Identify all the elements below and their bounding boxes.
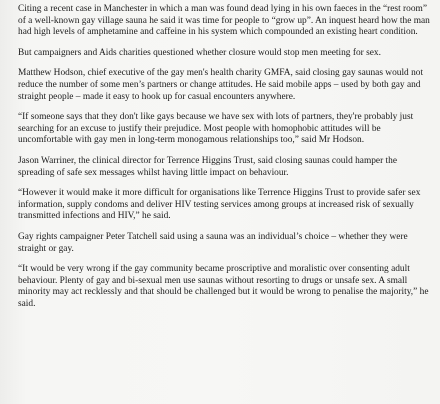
paragraph-warriner: Jason Warriner, the clinical director for Terrence Higgins Trust, said closing saunas could hamper the spreading of safe sex messages whilst having little impact on behaviour. (18, 155, 398, 178)
paragraph-hodson: Matthew Hodson, chief executive of the gay men's health charity GMFA, said closing gay saunas would not reduce the number of some men’s partners or change attitudes. He said mobile apps – used by both gay and straight people – made it easy to hook up for casual encounters anywhere. (18, 68, 424, 102)
paragraph-tatchell-quote: “It would be very wrong if the gay community became proscriptive and moralistic over consenting adult behaviour. Plenty of gay and bi-sexual men use saunas without resorting to drugs or unsafe sex. A small minority may act recklessly and that should be challenged but it would be wrong to penalise the majority,” he said. (18, 264, 429, 309)
paragraph-inquest: Citing a recent case in Manchester in which a man was found dead lying in his own faeces in the “rest room” of a well-known gay village sauna he said it was time for people to “grow up”. An inquest heard how the man had high levels of amphetamine and caffeine in his system which compounded an existing heart condition. (18, 4, 430, 38)
paragraph-warriner-quote: “However it would make it more difficult for organisations like Terrence Higgins Trust to provide safer sex information, supply condoms and deliver HIV testing services among groups at increased risk of sexually transmitted infections and HIV,” he said. (18, 188, 421, 222)
paragraph-tatchell: Gay rights campaigner Peter Tatchell said using a sauna was an individual’s choice – whether they were straight or gay. (18, 231, 408, 254)
paragraph-campaigners: But campaigners and Aids charities questioned whether closure would stop men meeting for sex. (18, 47, 381, 58)
paragraph-hodson-quote: “If someone says that they don't like gays because we have sex with lots of partners, they're probably just searching for an excuse to justify their prejudice. Most people with homophobic attitudes will be uncomfortable with gay men in long-term monogamous relationships too,” said Mr Hodson. (18, 112, 414, 146)
